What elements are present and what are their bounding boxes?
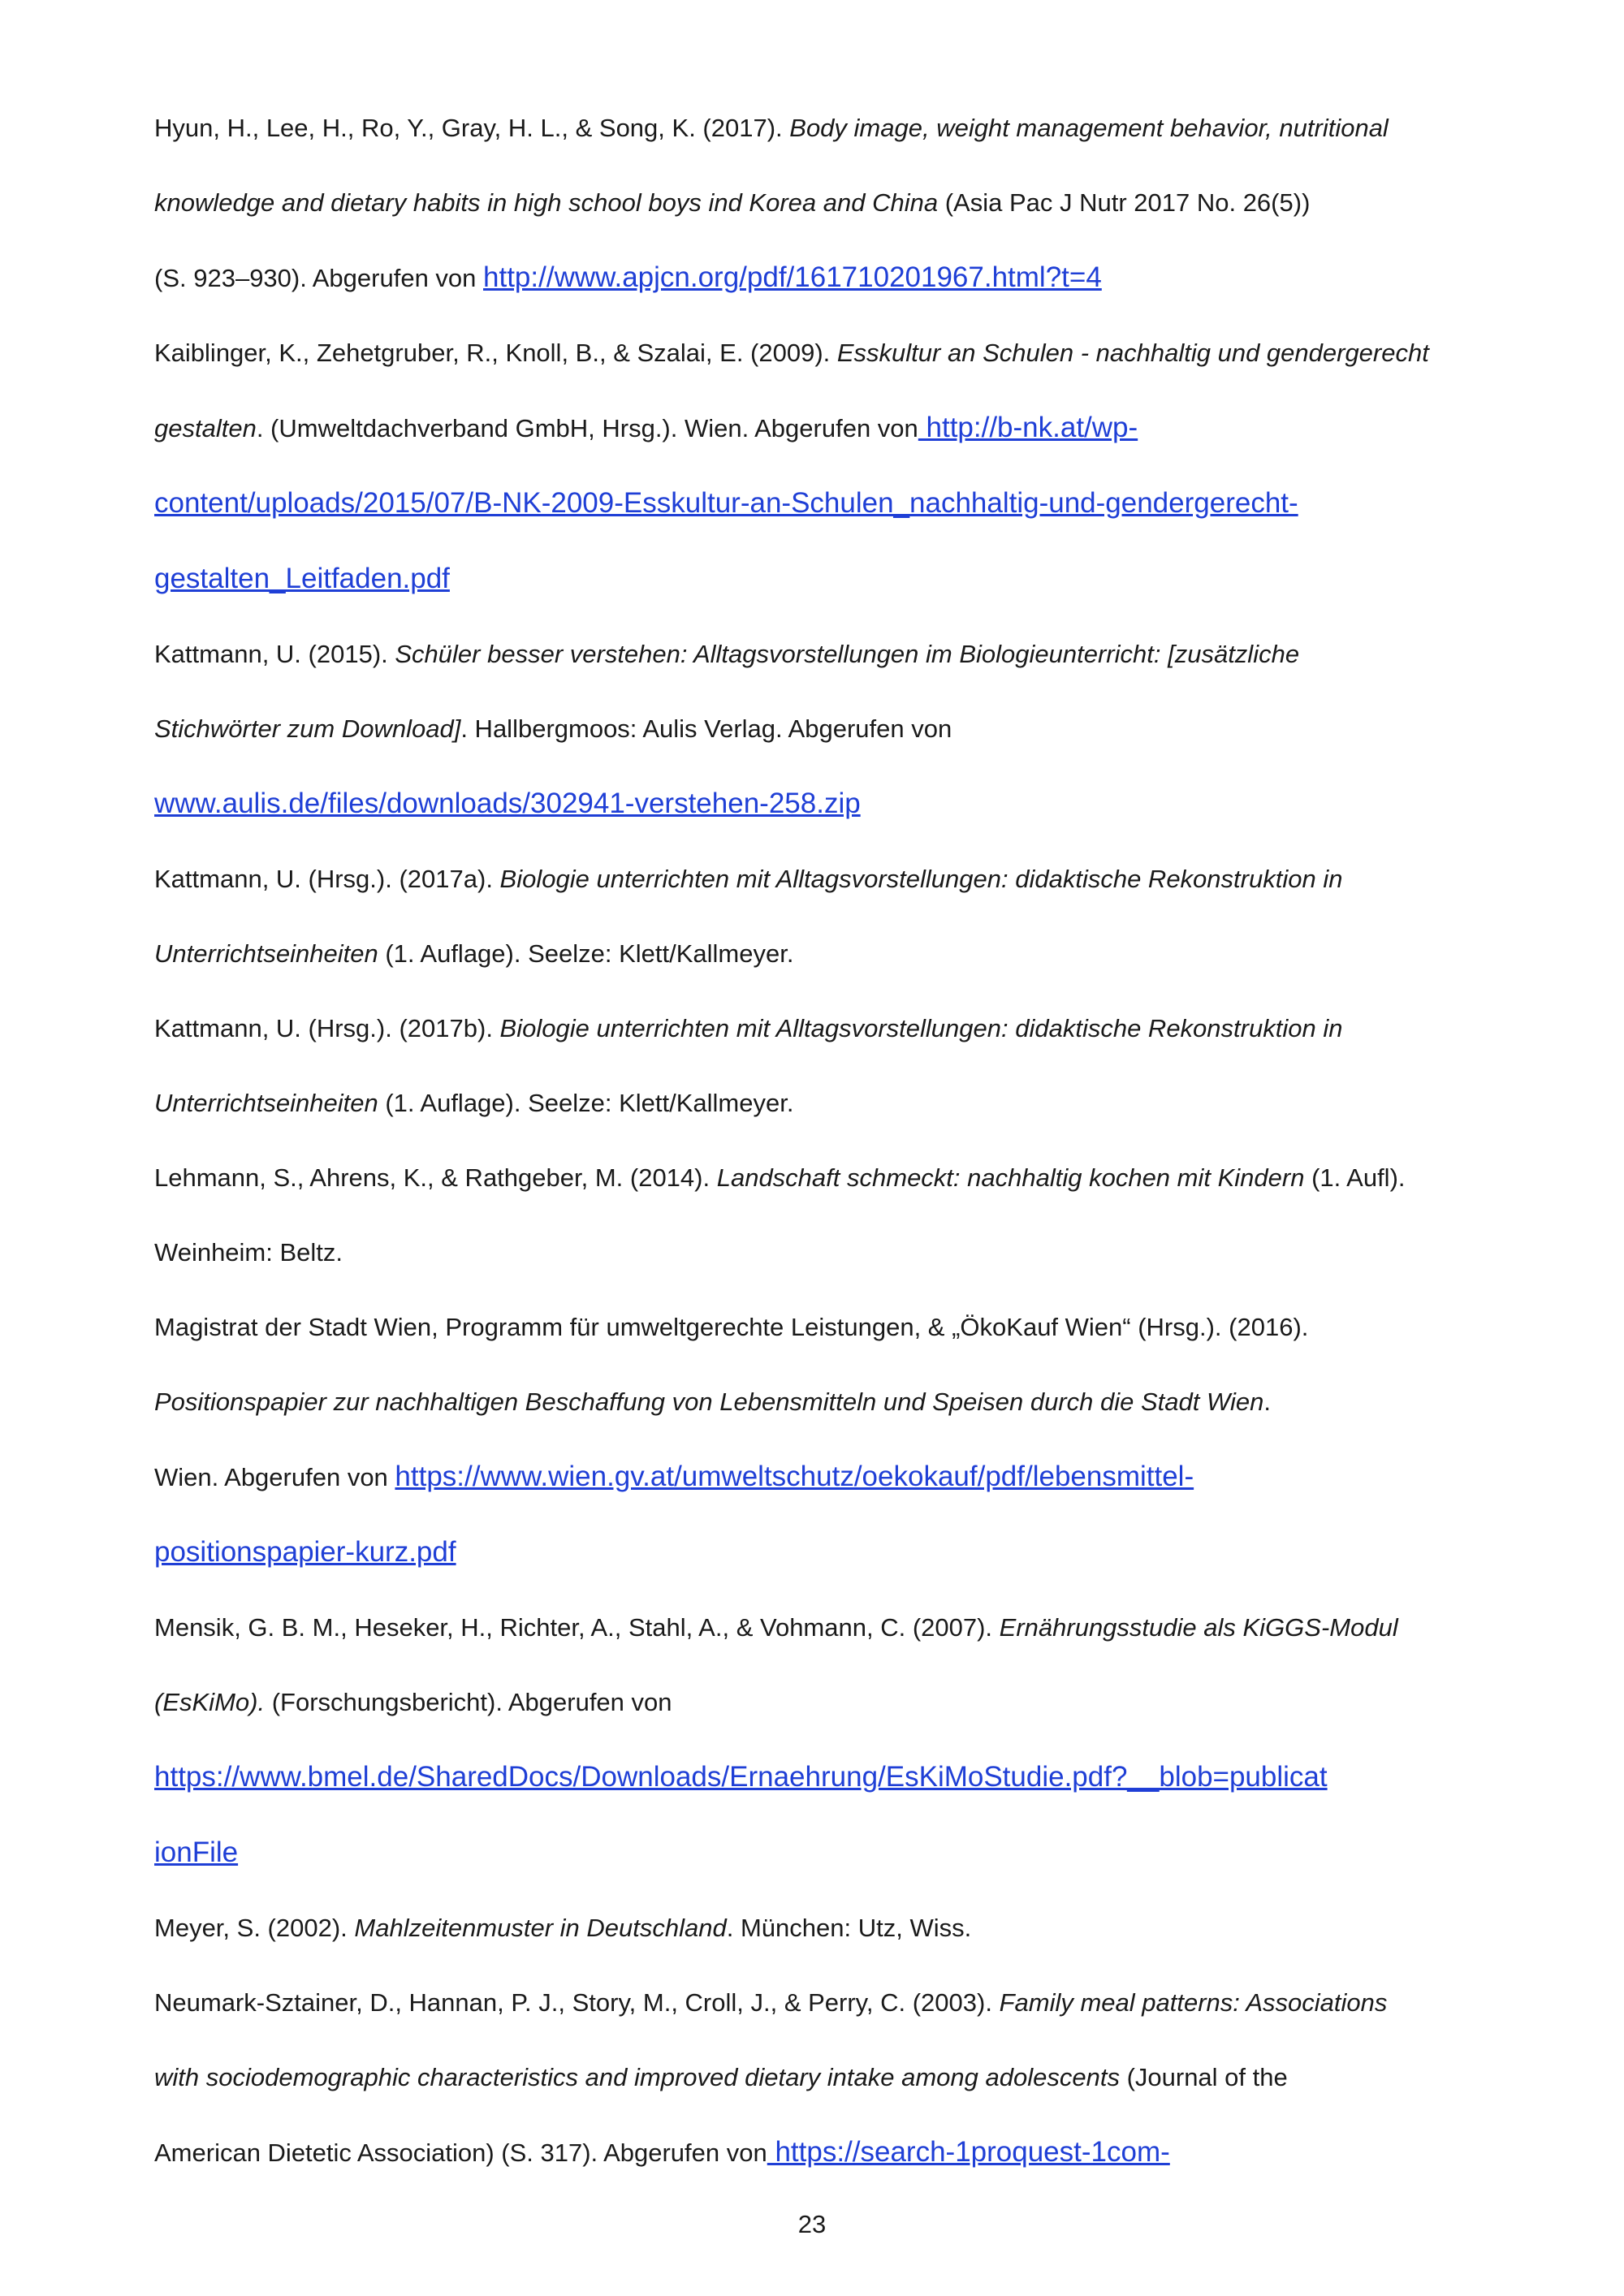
reference-line: Weinheim: Beltz. [154, 1238, 343, 1267]
reference-link[interactable]: https://www.bmel.de/SharedDocs/Downloads/Ernaehrung/EsKiMoStudie.pdf?__blob=publicat [154, 1761, 1328, 1793]
reference-entry [154, 91, 1535, 316]
reference-line: (EsKiMo). (Forschungsbericht). Abgerufen von [154, 1688, 672, 1716]
reference-link[interactable]: ionFile [154, 1836, 239, 1868]
reference-link[interactable]: content/uploads/2015/07/B-NK-2009-Esskultur-an-Schulen_nachhaltig-und-gendergerecht- [154, 487, 1298, 519]
reference-link[interactable]: http://b-nk.at/wp- [918, 412, 1138, 443]
reference-line: Hyun, H., Lee, H., Ro, Y., Gray, H. L., & Song, K. (2017). Body image, weight management behavior, nutritional [154, 114, 1389, 142]
reference-line: Mensik, G. B. M., Heseker, H., Richter, A., Stahl, A., & Vohmann, C. (2007). Ernährungsstudie als KiGGS-Modul [154, 1613, 1398, 1642]
reference-entry [154, 1891, 1535, 1966]
reference-line: Lehmann, S., Ahrens, K., & Rathgeber, M. (2014). Landschaft schmeckt: nachhaltig kochen mit Kindern (1. Aufl). [154, 1163, 1406, 1192]
reference-line: Stichwörter zum Download]. Hallbergmoos: Aulis Verlag. Abgerufen von [154, 714, 952, 743]
reference-line: Positionspapier zur nachhaltigen Beschaffung von Lebensmitteln und Speisen durch die Stadt Wien. [154, 1388, 1271, 1416]
reference-line: Kaiblinger, K., Zehetgruber, R., Knoll, B., & Szalai, E. (2009). Esskultur an Schulen - nachhaltig und gendergerecht [154, 339, 1429, 367]
reference-line: Kattmann, U. (Hrsg.). (2017a). Biologie unterrichten mit Alltagsvorstellungen: didaktische Rekonstruktion in [154, 865, 1343, 893]
reference-line: Unterrichtseinheiten (1. Auflage). Seelze: Klett/Kallmeyer. [154, 939, 794, 968]
reference-link[interactable]: https://search-1proquest-1com- [767, 2136, 1170, 2168]
reference-line: gestalten. (Umweltdachverband GmbH, Hrsg.). Wien. Abgerufen von http://b-nk.at/wp- [154, 412, 1138, 443]
reference-entry [154, 991, 1535, 1141]
reference-entry [154, 1141, 1535, 1290]
reference-line [154, 542, 1535, 617]
reference-line: Neumark-Sztainer, D., Hannan, P. J., Story, M., Croll, J., & Perry, C. (2003). Family meal patterns: Associations [154, 1988, 1388, 2017]
reference-line: Unterrichtseinheiten (1. Auflage). Seelze: Klett/Kallmeyer. [154, 1089, 794, 1117]
reference-link[interactable]: www.aulis.de/files/downloads/302941-verstehen-258.zip [154, 788, 861, 819]
reference-line: Wien. Abgerufen von https://www.wien.gv.at/umweltschutz/oekokauf/pdf/lebensmittel- [154, 1461, 1194, 1492]
reference-line [154, 766, 1535, 842]
reference-line [154, 466, 1535, 542]
reference-link[interactable]: gestalten_Leitfaden.pdf [154, 563, 450, 594]
reference-line [154, 1815, 1535, 1891]
reference-line: Kattmann, U. (2015). Schüler besser verstehen: Alltagsvorstellungen im Biologieunterricht: [zusätzliche [154, 640, 1300, 668]
reference-entry [154, 1966, 1535, 2190]
reference-entry [154, 842, 1535, 991]
reference-line: Kattmann, U. (Hrsg.). (2017b). Biologie unterrichten mit Alltagsvorstellungen: didaktische Rekonstruktion in [154, 1014, 1343, 1042]
reference-link[interactable]: https://www.wien.gv.at/umweltschutz/oekokauf/pdf/lebensmittel- [395, 1461, 1194, 1492]
reference-line [154, 1740, 1535, 1815]
reference-line: American Dietetic Association) (S. 317). Abgerufen von https://search-1proquest-1com- [154, 2136, 1170, 2168]
reference-line: Meyer, S. (2002). Mahlzeitenmuster in Deutschland. München: Utz, Wiss. [154, 1914, 972, 1942]
reference-link[interactable]: positionspapier-kurz.pdf [154, 1536, 456, 1568]
reference-line: knowledge and dietary habits in high school boys ind Korea and China (Asia Pac J Nutr 2017 No. 26(5)) [154, 188, 1311, 217]
reference-entry [154, 316, 1535, 617]
reference-line: with sociodemographic characteristics and improved dietary intake among adolescents (Journal of the [154, 2063, 1288, 2091]
reference-entry [154, 1290, 1535, 1590]
reference-line: (S. 923–930). Abgerufen von http://www.apjcn.org/pdf/161710201967.html?t=4 [154, 261, 1102, 293]
reference-line: Magistrat der Stadt Wien, Programm für umweltgerechte Leistungen, & „ÖkoKauf Wien“ (Hrsg.). (2016). [154, 1313, 1309, 1341]
page-number: 23 [797, 2210, 827, 2238]
reference-line [154, 1515, 1535, 1590]
reference-entry [154, 617, 1535, 842]
reference-entry [154, 1590, 1535, 1891]
reference-link[interactable]: http://www.apjcn.org/pdf/161710201967.html?t=4 [483, 261, 1102, 293]
reference-list [154, 91, 1535, 2190]
